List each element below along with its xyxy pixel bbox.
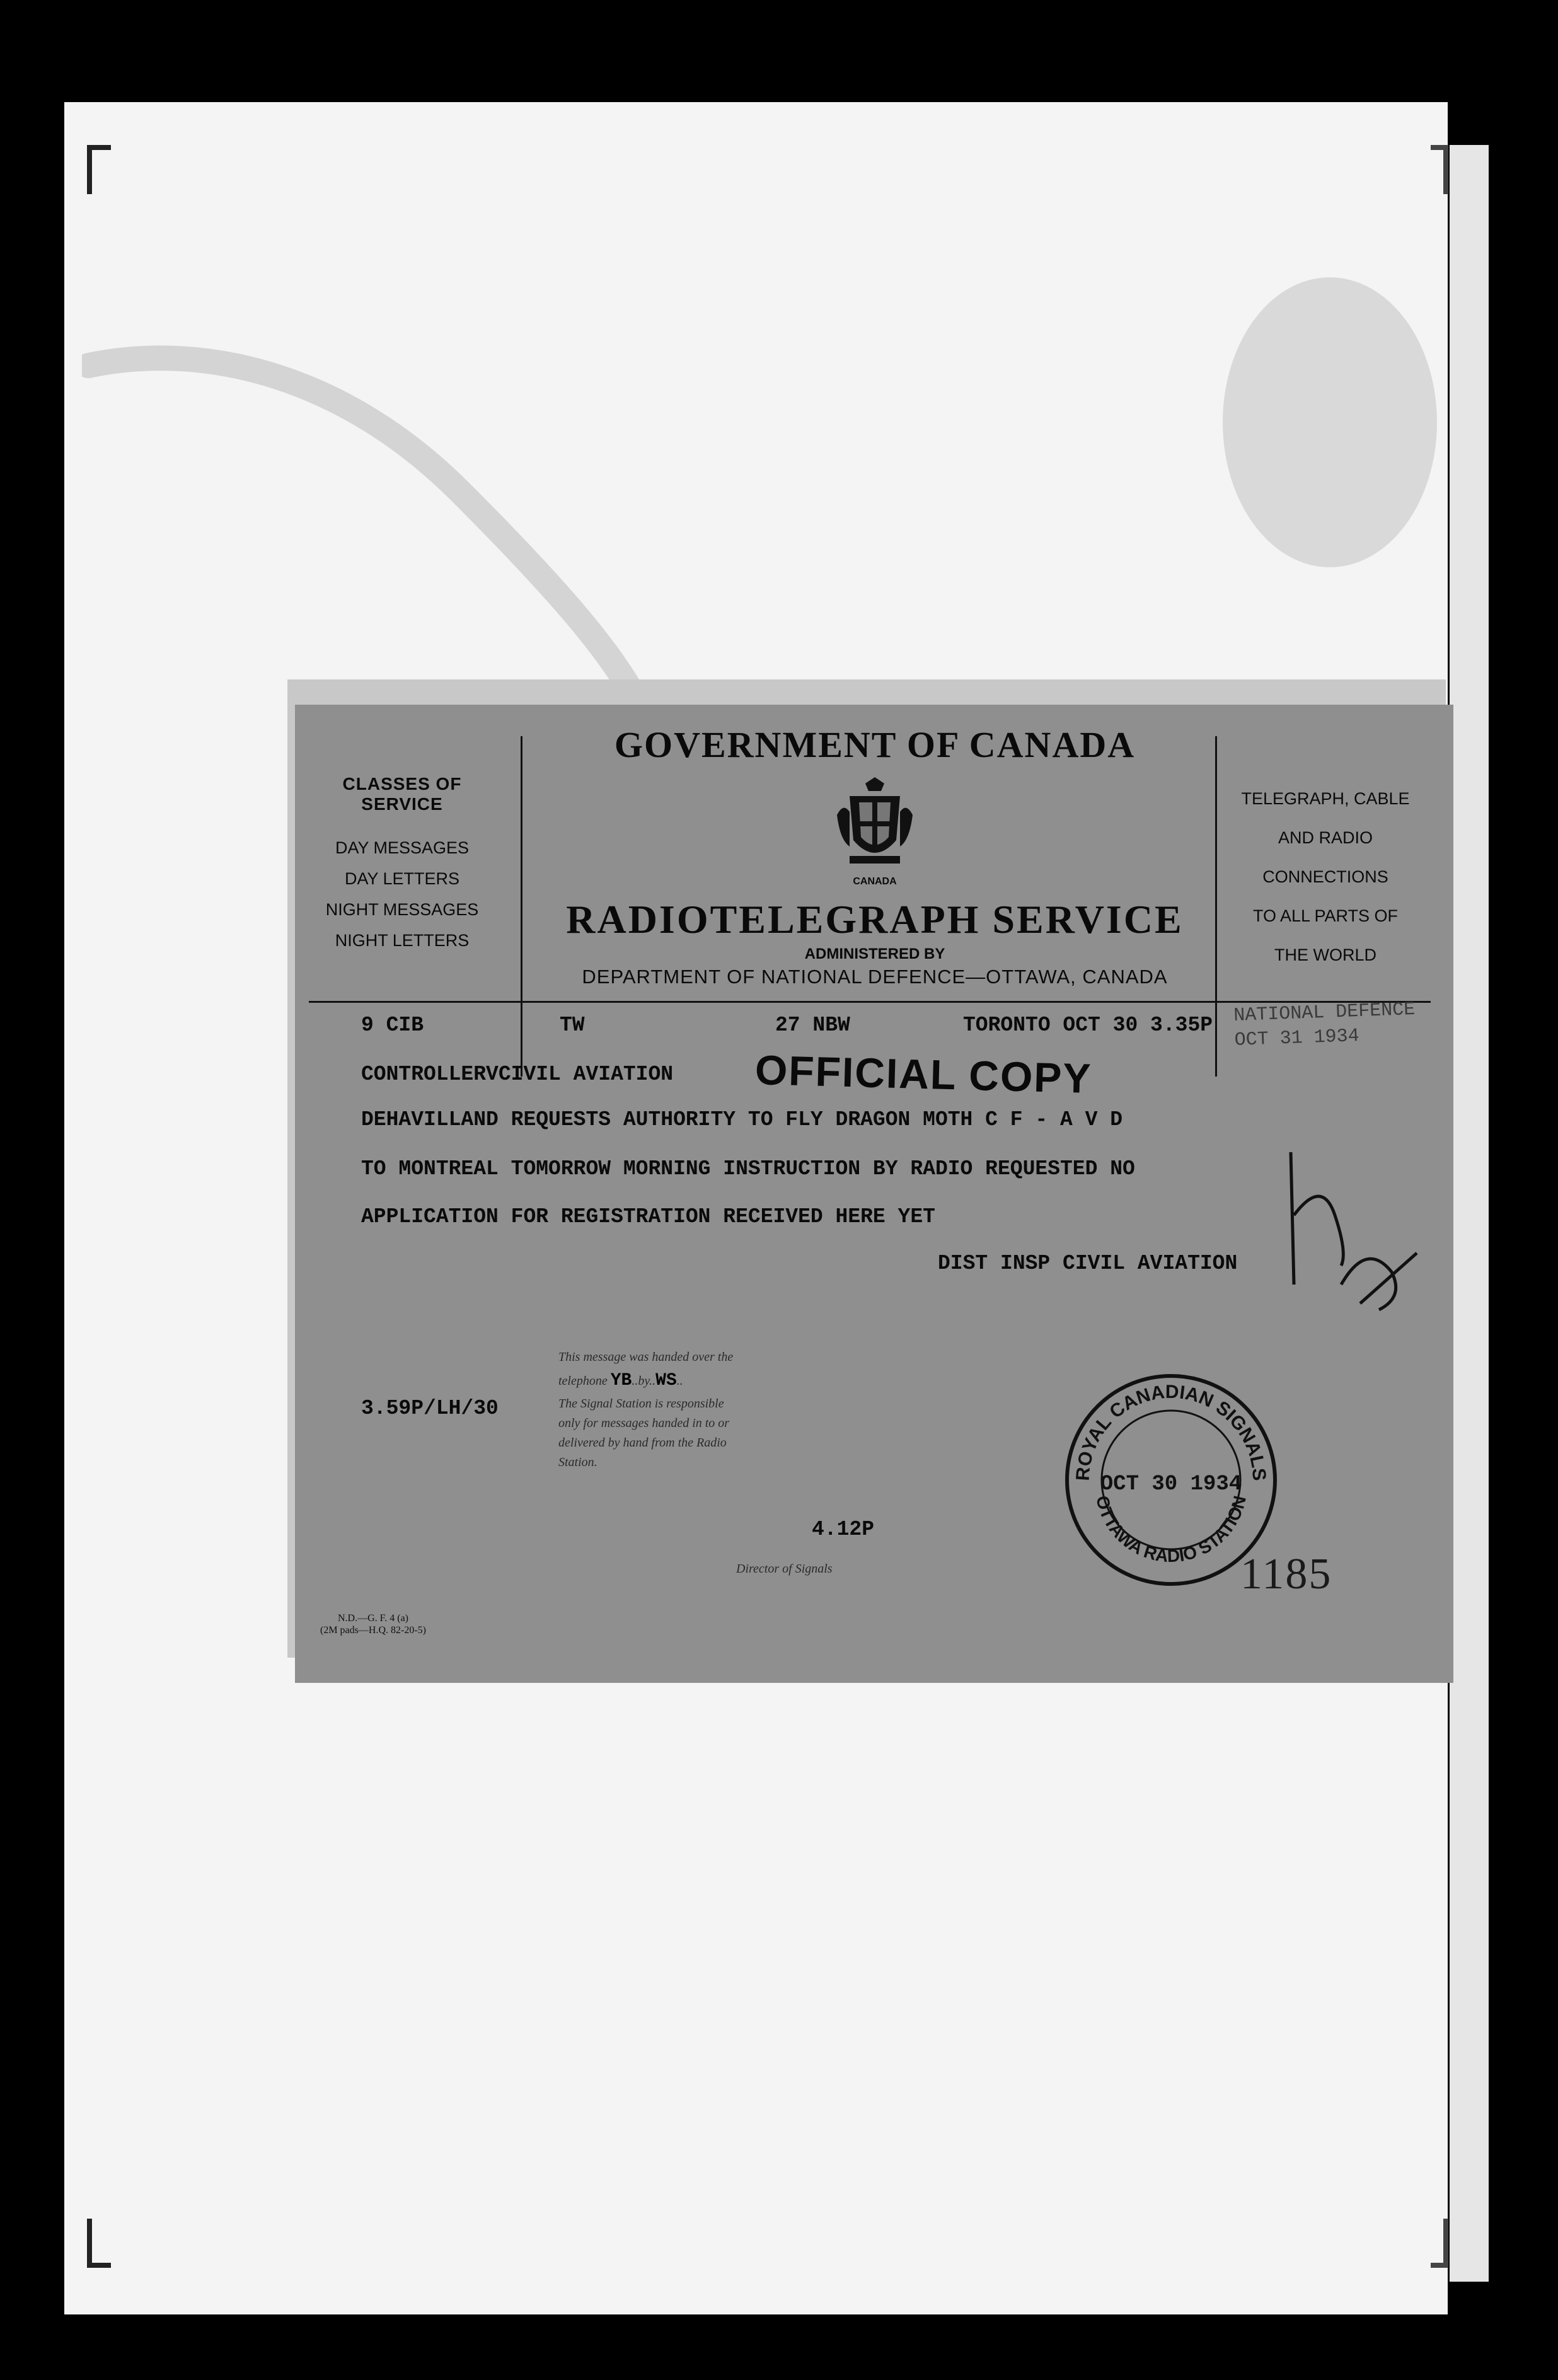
form-code-line1: N.D.—G. F. 4 (a) — [337, 1613, 409, 1624]
telegram-form — [295, 705, 1453, 1683]
coat-of-arms-icon — [831, 777, 919, 872]
received-time: 3.59P/LH/30 — [361, 1397, 499, 1420]
classes-of-service — [314, 774, 490, 962]
note-line: delivered by hand from the Radio — [558, 1436, 727, 1450]
message-number: 9 CIB — [361, 1014, 424, 1037]
official-copy-stamp: OFFICIAL COPY — [754, 1046, 1093, 1102]
addressee-line: CONTROLLERVCIVIL AVIATION — [361, 1063, 674, 1086]
note-by-label: by — [638, 1374, 650, 1388]
crop-mark-bottom-left — [87, 2219, 111, 2268]
note-line: This message was handed over the — [558, 1350, 734, 1364]
crop-mark-top-right — [1431, 145, 1448, 194]
word-count: 27 NBW — [775, 1014, 850, 1037]
page-edge-strip — [1450, 145, 1489, 2282]
form-code-line2: (2M pads—H.Q. 82-20-5) — [320, 1625, 426, 1636]
message-line: TO MONTREAL TOMORROW MORNING INSTRUCTION BY RADIO REQUESTED NO — [361, 1157, 1135, 1181]
note-line: Station. — [558, 1455, 597, 1470]
government-title: GOVERNMENT OF CANADA — [614, 724, 1136, 765]
connections-line: THE WORLD — [1274, 945, 1376, 964]
file-number: 1185 — [1240, 1550, 1332, 1598]
paper-stain-right — [1185, 265, 1450, 592]
message-code: TW — [560, 1014, 585, 1037]
classes-heading: CLASSES OF SERVICE — [342, 774, 462, 814]
message-line: DEHAVILLAND REQUESTS AUTHORITY TO FLY DRAGON MOTH C F - A V D — [361, 1108, 1122, 1131]
class-item: NIGHT LETTERS — [335, 931, 470, 950]
crest-label: CANADA — [853, 876, 897, 887]
signature-line: DIST INSP CIVIL AVIATION — [938, 1252, 1238, 1275]
note-telephone-label: telephone — [558, 1374, 608, 1388]
administered-by: ADMINISTERED BY — [804, 945, 945, 962]
operator-yb: YB — [610, 1371, 632, 1390]
connections-line: AND RADIO — [1278, 828, 1373, 847]
class-item: DAY MESSAGES — [335, 838, 470, 857]
divider-left — [521, 736, 522, 1077]
delivered-time: 4.12P — [812, 1518, 875, 1541]
operator-ws: WS — [655, 1371, 677, 1390]
note-line: The Signal Station is responsible — [558, 1397, 724, 1411]
service-title: RADIOTELEGRAPH SERVICE — [566, 897, 1184, 942]
class-item: DAY LETTERS — [344, 869, 460, 888]
svg-text:OTTAWA RADIO STATION — [1092, 1494, 1250, 1566]
form-code — [320, 1612, 426, 1636]
stamp-station-text: OTTAWA RADIO STATION — [1092, 1493, 1250, 1566]
received-stamp-line1: NATIONAL DEFENCE — [1233, 998, 1416, 1027]
form-header — [528, 724, 1221, 988]
stamp-ring-text: ROYAL CANADIAN SIGNALS — [1072, 1381, 1270, 1482]
note-line: only for messages handed in to or — [558, 1416, 730, 1431]
connections-block — [1221, 774, 1429, 985]
paper-stain-left — [82, 328, 649, 706]
crop-mark-bottom-right — [1431, 2219, 1448, 2268]
director-of-signals: Director of Signals — [736, 1562, 833, 1576]
delivery-note — [558, 1348, 911, 1472]
origin-line: TORONTO OCT 30 3.35P — [963, 1014, 1213, 1037]
handwritten-initials — [1266, 1140, 1429, 1329]
received-date-stamp — [1233, 998, 1417, 1053]
class-item: NIGHT MESSAGES — [325, 900, 479, 919]
department-line: DEPARTMENT OF NATIONAL DEFENCE—OTTAWA, CANADA — [582, 966, 1168, 988]
note-telephone-line: telephone YB..by..WS.. — [558, 1371, 683, 1390]
received-stamp-line2: OCT 31 1934 — [1234, 1025, 1360, 1052]
connections-line: CONNECTIONS — [1262, 867, 1388, 886]
stamp-date: OCT 30 1934 — [1100, 1472, 1242, 1496]
connections-line: TO ALL PARTS OF — [1252, 906, 1399, 925]
connections-line: TELEGRAPH, CABLE — [1241, 789, 1410, 808]
message-line: APPLICATION FOR REGISTRATION RECEIVED HERE YET — [361, 1205, 935, 1228]
crop-mark-top-left — [87, 145, 111, 194]
